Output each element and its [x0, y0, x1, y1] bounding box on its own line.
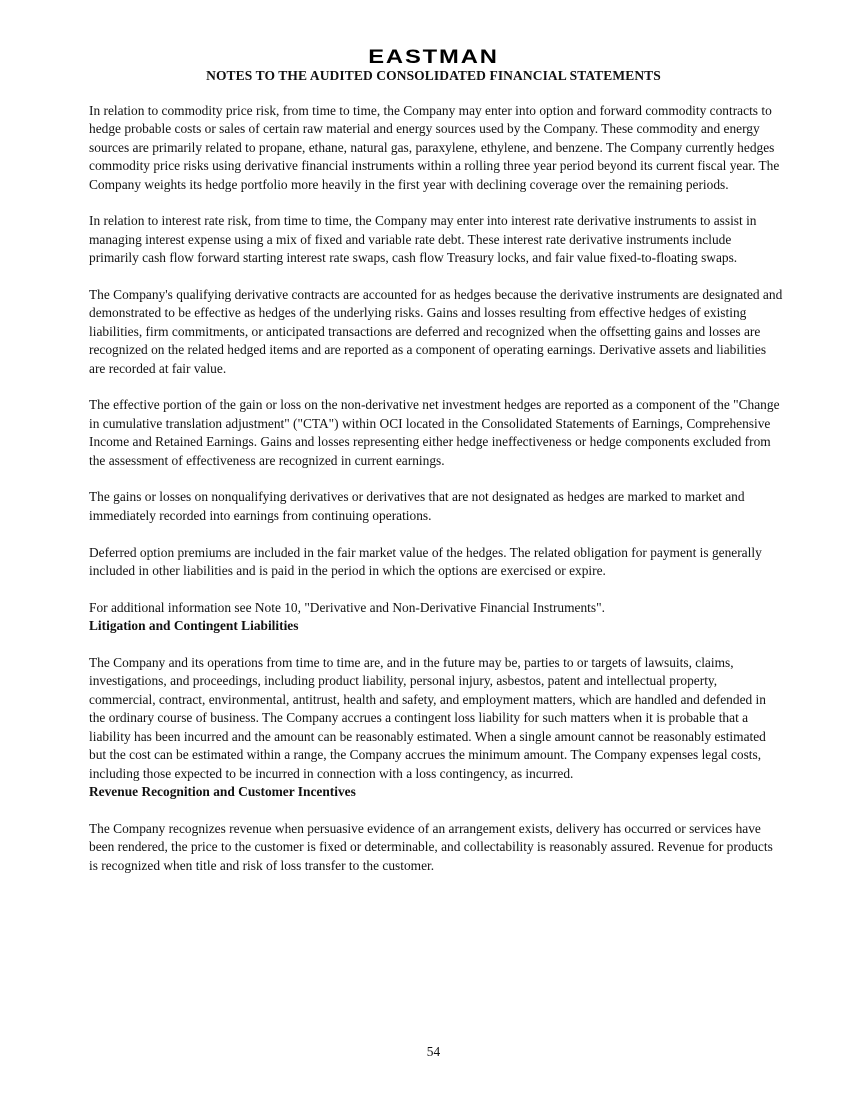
paragraph-qualifying-derivatives: The Company's qualifying derivative contracts are accounted for as hedges because the derivative instruments are designated and demonstrated to be effective as hedges of the underlying risks. Gains and losses resulting from effective hedges of existing liabilities, firm commitments, or anticipated transactions are deferred and recognized when the offsetting gains and losses are recognized on the related hedged items and are reported as a component of operating earnings. Derivative assets and liabilities are recorded at fair value.	[89, 287, 783, 376]
body-content	[89, 102, 783, 875]
page-number: 54	[426, 1044, 441, 1059]
eastman-logo: EASTMAN	[368, 47, 499, 68]
section-heading-revenue-recognition: Revenue Recognition and Customer Incentives	[89, 783, 356, 799]
paragraph-interest-rate-risk: In relation to interest rate risk, from time to time, the Company may enter into interest rate derivative instruments to assist in managing interest expense using a mix of fixed and variable rate debt. These interest rate derivative instruments include primarily cash flow forward starting interest rate swaps, cash flow Treasury locks, and fair value fixed-to-floating swaps.	[89, 213, 757, 266]
paragraph-commodity-price-risk: In relation to commodity price risk, from time to time, the Company may enter into option and forward commodity contracts to hedge probable costs or sales of certain raw material and energy sources used by the Company. These commodity and energy sources are primarily related to propane, ethane, natural gas, paraxylene, ethylene, and benzene. The Company currently hedges commodity price risks using derivative financial instruments within a rolling three year period beyond its current fiscal year. The Company weights its hedge portfolio more heavily in the first year with declining coverage over the remaining periods.	[89, 103, 780, 192]
paragraph-revenue-recognition: The Company recognizes revenue when persuasive evidence of an arrangement exists, delivery has occurred or services have been rendered, the price to the customer is fixed or determinable, and collectability is reasonably assured. Revenue for products is recognized when title and risk of loss transfer to the customer.	[89, 820, 773, 873]
paragraph-additional-information: For additional information see Note 10, "Derivative and Non-Derivative Financial Instruments".	[89, 599, 605, 615]
paragraph-deferred-option-premiums: Deferred option premiums are included in the fair market value of the hedges. The related obligation for payment is generally included in other liabilities and is paid in the period in which the options are exercised or expire.	[89, 544, 762, 579]
page-title: NOTES TO THE AUDITED CONSOLIDATED FINANCIAL STATEMENTS	[206, 68, 661, 83]
section-heading-litigation: Litigation and Contingent Liabilities	[89, 618, 299, 634]
paragraph-nonqualifying-derivatives: The gains or losses on nonqualifying derivatives or derivatives that are not designated as hedges are marked to market and immediately recorded into earnings from continuing operations.	[89, 489, 745, 523]
paragraph-litigation: The Company and its operations from time to time are, and in the future may be, parties to or targets of lawsuits, claims, investigations, and proceedings, including product liability, personal injury, asbestos, patent and intellectual property, commercial, contract, environmental, antitrust, health and safety, and employment matters, which are handled and defended in the ordinary course of business. The Company accrues a contingent loss liability for such matters when it is probable that a liability has been incurred and the amount can be reasonably estimated. When a single amount cannot be reasonably estimated but the cost can be estimated within a range, the Company accrues the minimum amount. The Company expenses legal costs, including those expected to be incurred in connection with a loss contingency, as incurred.	[89, 655, 766, 781]
paragraph-net-investment-hedges: The effective portion of the gain or loss on the non-derivative net investment hedges are reported as a component of the "Change in cumulative translation adjustment" ("CTA") within OCI located in the Consolidated Statements of Earnings, Comprehensive Income and Retained Earnings. Gains and losses representing either hedge ineffectiveness or hedge components excluded from the assessment of effectiveness are recognized in current earnings.	[89, 397, 780, 468]
